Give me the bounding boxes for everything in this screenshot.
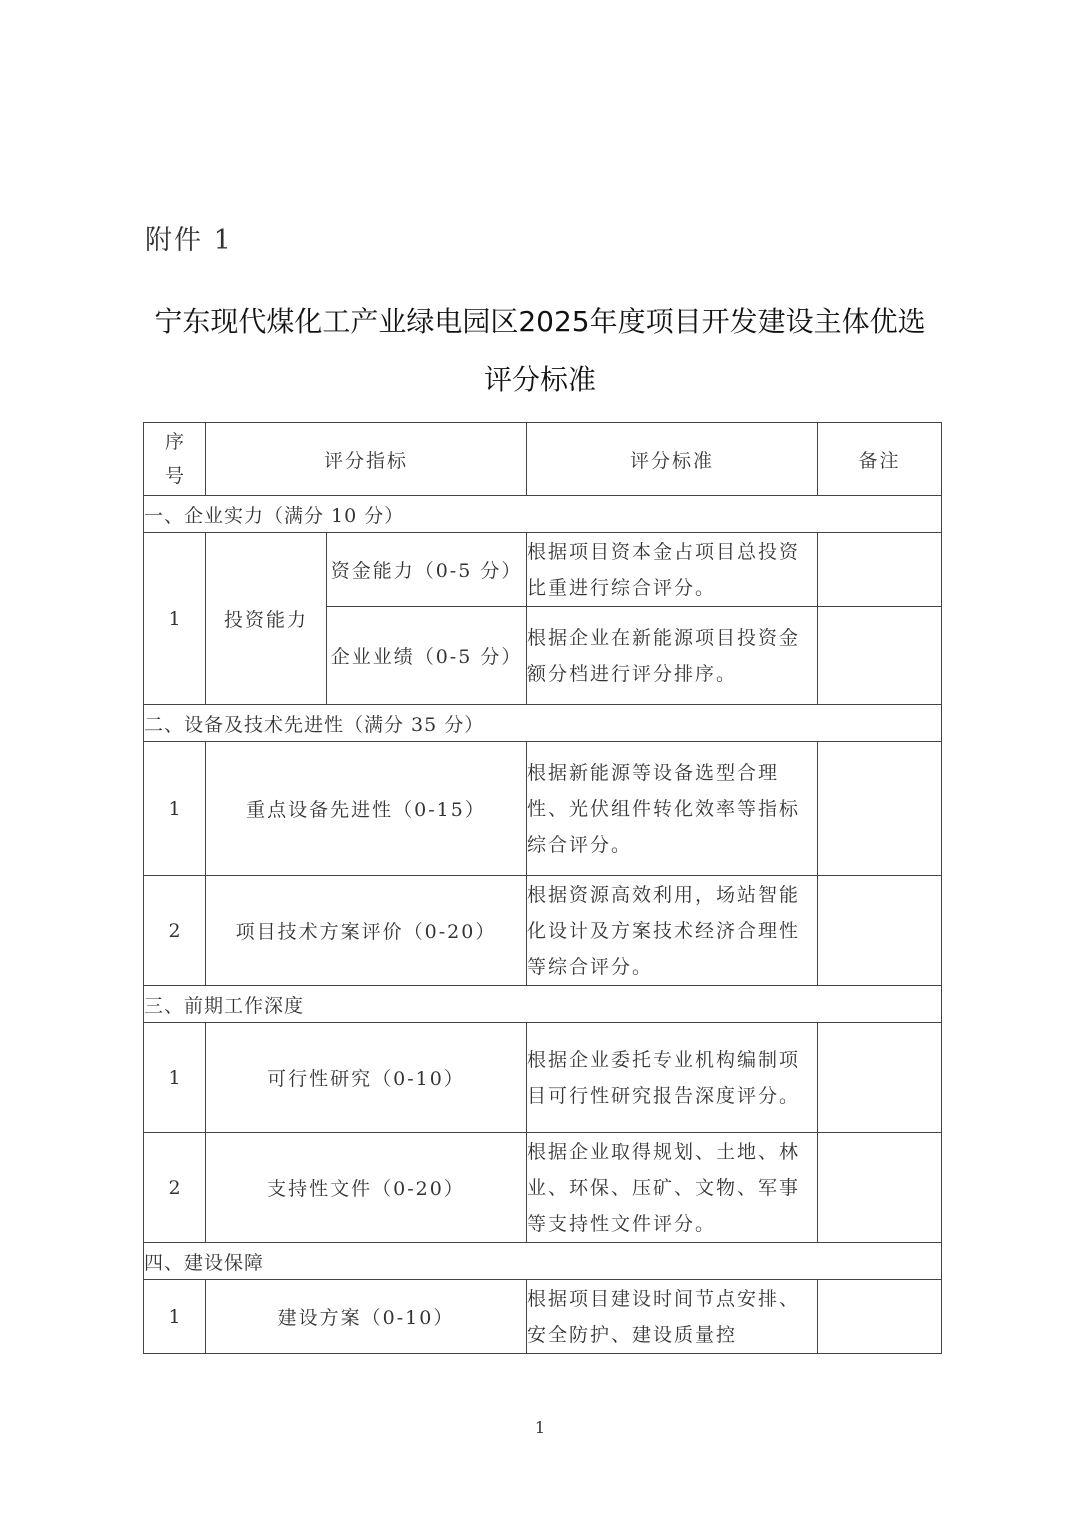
row-indicator: 项目技术方案评价（0-20） [206, 876, 527, 986]
row-seq: 2 [144, 876, 206, 986]
table-row [144, 742, 942, 876]
row-indicator: 可行性研究（0-10） [206, 1023, 527, 1133]
table-row [144, 876, 942, 986]
row-indicator: 建设方案（0-10） [206, 1280, 527, 1354]
section-title: 一、企业实力（满分 10 分） [144, 496, 942, 533]
row-note [818, 1280, 942, 1354]
row-seq: 1 [144, 533, 206, 705]
row-indicator: 重点设备先进性（0-15） [206, 742, 527, 876]
header-note: 备注 [818, 423, 942, 496]
row-seq: 1 [144, 1280, 206, 1354]
row-note [818, 1023, 942, 1133]
row-standard: 根据项目资本金占项目总投资比重进行综合评分。 [527, 533, 818, 607]
header-indicator: 评分指标 [206, 423, 527, 496]
row-note [818, 1133, 942, 1243]
row-note [818, 876, 942, 986]
document-title-line-2: 评分标准 [483, 363, 596, 396]
row-standard: 根据新能源等设备选型合理性、光伏组件转化效率等指标综合评分。 [527, 742, 818, 876]
row-standard: 根据企业在新能源项目投资金额分档进行评分排序。 [527, 607, 818, 705]
row-indicator: 支持性文件（0-20） [206, 1133, 527, 1243]
section-row [144, 705, 942, 742]
row-standard: 根据项目建设时间节点安排、安全防护、建设质量控 [527, 1280, 818, 1354]
header-standard: 评分标准 [527, 423, 818, 496]
header-seq: 序 号 [144, 423, 206, 496]
section-row [144, 1243, 942, 1280]
row-standard: 根据企业委托专业机构编制项目可行性研究报告深度评分。 [527, 1023, 818, 1133]
attachment-label: 附件 1 [145, 225, 233, 256]
section-row [144, 986, 942, 1023]
table-header-row [144, 423, 942, 496]
row-standard: 根据企业取得规划、土地、林业、环保、压矿、文物、军事等支持性文件评分。 [527, 1133, 818, 1243]
scoring-table [143, 422, 942, 1354]
row-indicator: 资金能力（0-5 分） [327, 533, 527, 607]
section-title: 四、建设保障 [144, 1243, 942, 1280]
section-title: 三、前期工作深度 [144, 986, 942, 1023]
table-row [144, 533, 942, 607]
row-seq: 1 [144, 742, 206, 876]
row-seq: 2 [144, 1133, 206, 1243]
row-note [818, 533, 942, 607]
document-title-line-1: 宁东现代煤化工产业绿电园区2025年度项目开发建设主体优选 [154, 305, 926, 338]
row-standard: 根据资源高效利用，场站智能化设计及方案技术经济合理性等综合评分。 [527, 876, 818, 986]
section-title: 二、设备及技术先进性（满分 35 分） [144, 705, 942, 742]
section-row [144, 496, 942, 533]
row-group-name: 投资能力 [206, 533, 327, 705]
page-number: 1 [534, 1418, 546, 1437]
table-row [144, 1280, 942, 1354]
table-row [144, 1133, 942, 1243]
row-seq: 1 [144, 1023, 206, 1133]
row-note [818, 607, 942, 705]
row-note [818, 742, 942, 876]
row-indicator: 企业业绩（0-5 分） [327, 607, 527, 705]
table-row [144, 1023, 942, 1133]
